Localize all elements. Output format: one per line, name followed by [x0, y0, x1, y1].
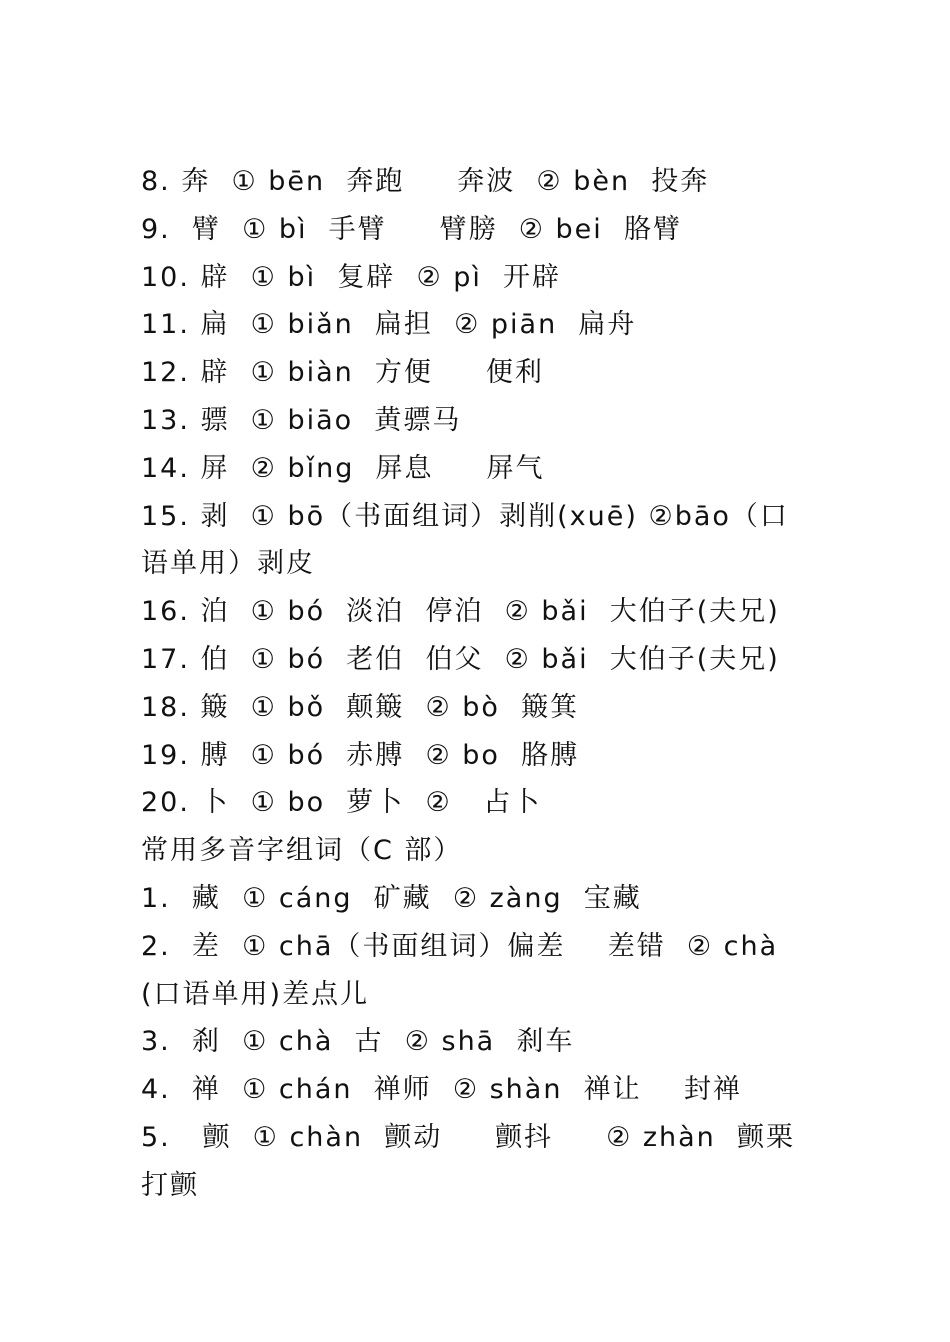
entry-line-20: 20. 卜 ① bo 萝卜 ② 占卜	[141, 787, 542, 819]
entry-line-13: 13. 骠 ① biāo 黄骠马	[141, 404, 462, 436]
entry-line-c4: 4. 禅 ① chán 禅师 ② shàn 禅让 封禅	[141, 1074, 742, 1106]
entry-line-18: 18. 簸 ① bǒ 颠簸 ② bò 簸箕	[141, 691, 580, 723]
entry-line-14: 14. 屏 ② bǐng 屏息 屏气	[141, 452, 545, 484]
entry-line-8: 8. 奔 ① bēn 奔跑 奔波 ② bèn 投奔	[141, 166, 710, 197]
entry-line-19: 19. 膊 ① bó 赤膊 ② bo 胳膊	[141, 739, 580, 771]
entry-line-15: 15. 剥 ① bō（书面组词）剥削(xuē) ②bāo（口	[141, 500, 789, 532]
entry-line-c2-continued: (口语单用)差点儿	[141, 978, 370, 1010]
entry-line-c3: 3. 刹 ① chà 古 ② shā 刹车	[141, 1026, 575, 1058]
entry-line-c5-continued: 打颤	[141, 1169, 199, 1201]
entry-line-c5: 5. 颤 ① chàn 颤动 颤抖 ② zhàn 颤栗	[141, 1121, 795, 1153]
entry-line-9: 9. 臂 ① bì 手臂 臂膀 ② bei 胳臂	[141, 213, 682, 245]
entry-line-10: 10. 辟 ① bì 复辟 ② pì 开辟	[141, 261, 562, 293]
entry-line-11: 11. 扁 ① biǎn 扁担 ② piān 扁舟	[141, 309, 637, 341]
document-body	[141, 158, 821, 1210]
entry-line-17: 17. 伯 ① bó 老伯 伯父 ② bǎi 大伯子(夫兄)	[141, 643, 780, 675]
entry-line-12: 12. 辟 ① biàn 方便 便利	[141, 357, 544, 389]
entry-line-16: 16. 泊 ① bó 淡泊 停泊 ② bǎi 大伯子(夫兄)	[141, 596, 780, 628]
entry-line-c2: 2. 差 ① chā（书面组词）偏差 差错 ② chà	[141, 930, 779, 962]
section-heading: 常用多音字组词（C 部）	[141, 835, 463, 867]
entry-line-c1: 1. 藏 ① cáng 矿藏 ② zàng 宝藏	[141, 882, 642, 914]
entry-line-15-continued: 语单用）剥皮	[141, 548, 315, 580]
